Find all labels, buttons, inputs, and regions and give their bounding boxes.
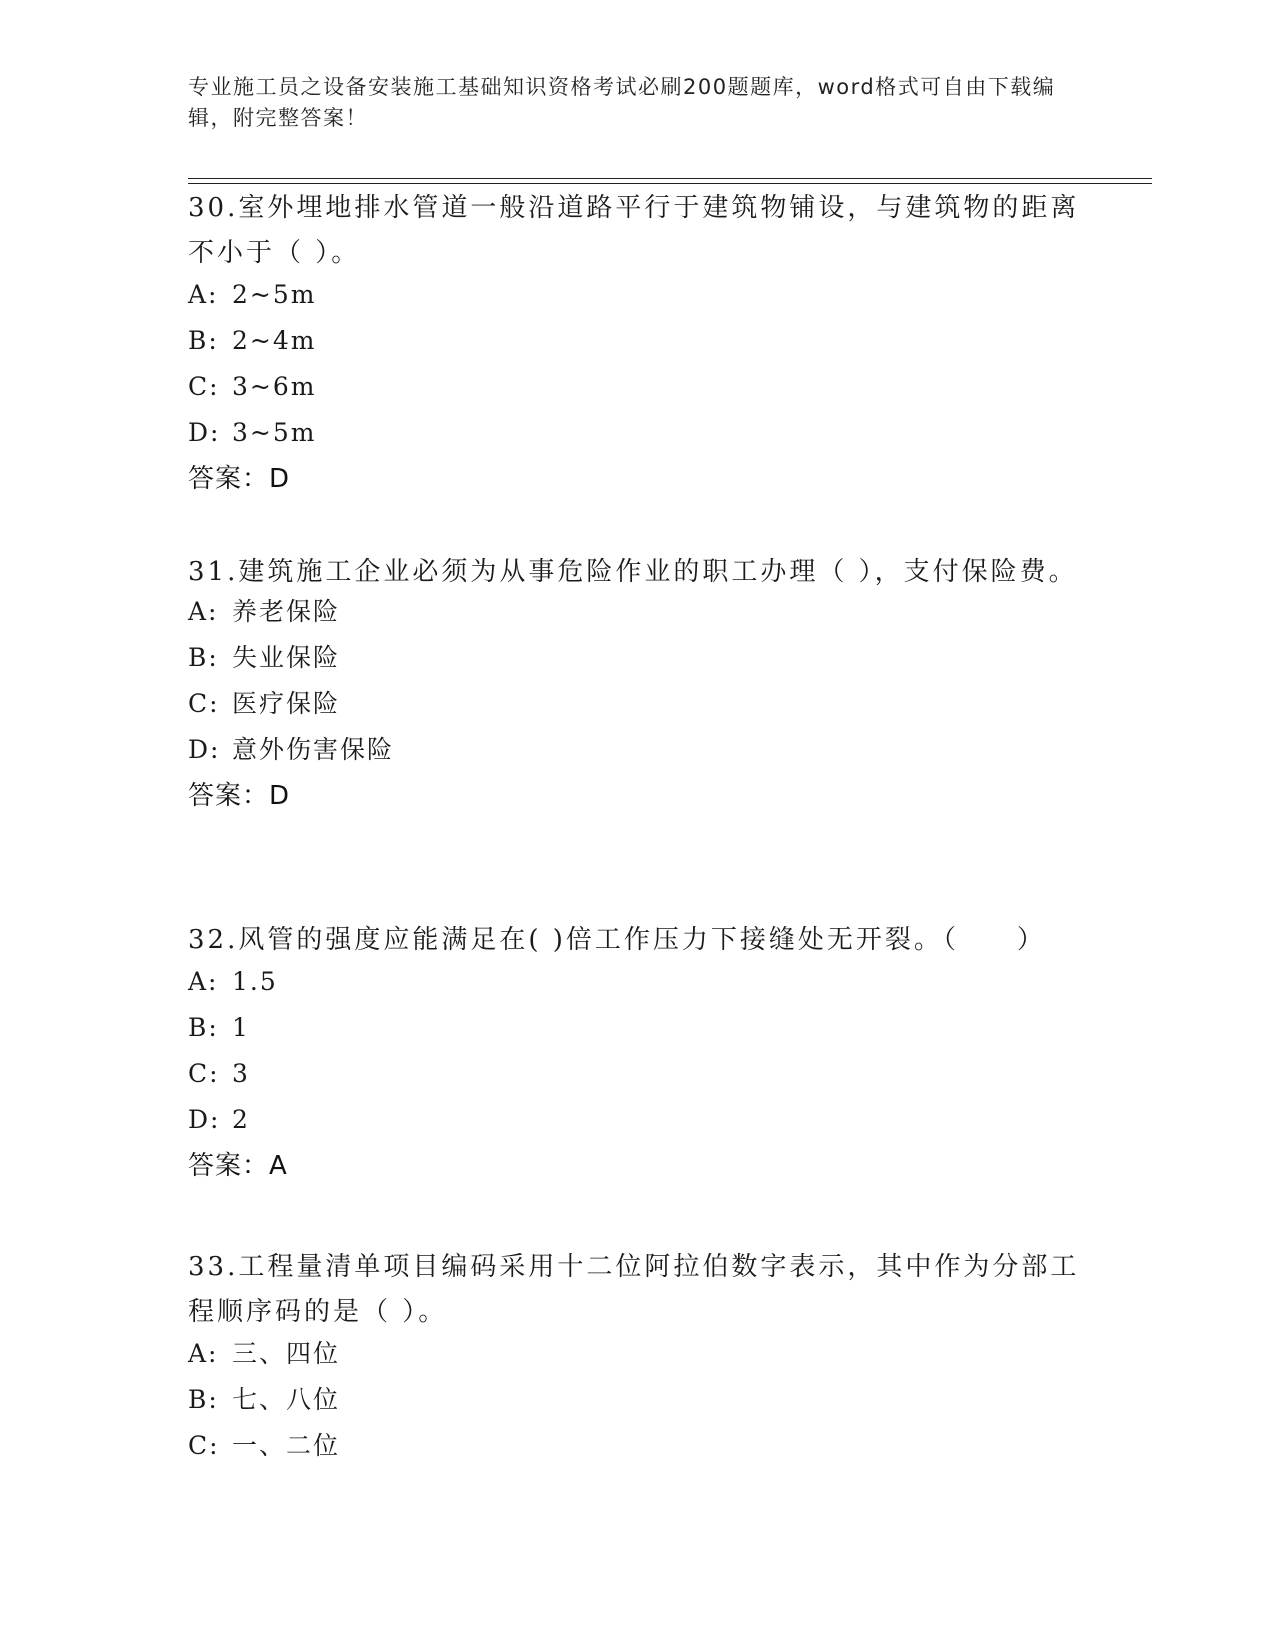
option-text: 3 [232,1059,250,1088]
question-stem: 31.建筑施工企业必须为从事危险作业的职工办理（ ），支付保险费。 [188,557,1078,587]
option-text: 1.5 [232,967,278,996]
question-31 [188,550,1088,823]
option-text: 1 [232,1013,250,1042]
option-b [188,1015,1088,1061]
option-label: B: [188,326,219,355]
option-label: C: [188,689,220,718]
option-label: B: [188,1013,219,1042]
option-text: 七、八位 [232,1385,341,1414]
option-a [188,969,1088,1015]
option-text: 失业保险 [232,643,341,672]
option-text: 3~5m [232,418,317,447]
option-b [188,1387,1088,1433]
option-text: 2 [232,1105,250,1134]
option-c [188,1061,1088,1107]
option-text: 医疗保险 [232,689,341,718]
question-33 [188,1245,1088,1479]
option-label: D: [188,735,221,764]
option-label: C: [188,1059,220,1088]
option-b [188,328,1088,374]
answer: 答案：D [188,781,291,811]
option-text: 一、二位 [232,1431,341,1460]
header-divider-top [188,178,1152,179]
option-text: 3~6m [232,372,317,401]
option-c [188,374,1088,420]
option-a [188,599,1088,645]
option-label: B: [188,643,219,672]
option-label: A: [188,1339,219,1368]
option-label: A: [188,967,219,996]
option-text: 三、四位 [232,1339,341,1368]
option-label: B: [188,1385,219,1414]
question-30 [188,186,1088,506]
question-32 [188,918,1088,1193]
option-d [188,1107,1088,1153]
option-label: A: [188,280,219,309]
document-header: 专业施工员之设备安装施工基础知识资格考试必刷200题题库，word格式可自由下载编辑，附完整答案！ [188,75,1056,130]
option-text: 养老保险 [232,597,341,626]
option-a [188,1341,1088,1387]
question-stem: 30.室外埋地排水管道一般沿道路平行于建筑物铺设，与建筑物的距离不小于（ ）。 [188,193,1080,268]
question-stem: 33.工程量清单项目编码采用十二位阿拉伯数字表示，其中作为分部工程顺序码的是（ ）。 [188,1252,1080,1327]
option-text: 意外伤害保险 [232,735,395,764]
option-d [188,420,1088,466]
option-c [188,691,1088,737]
option-text: 2~5m [232,280,317,309]
answer: 答案：A [188,1151,288,1181]
option-label: C: [188,372,220,401]
header-divider-bottom [188,183,1152,184]
option-text: 2~4m [232,326,317,355]
answer: 答案：D [188,464,291,494]
option-c [188,1433,1088,1479]
option-label: D: [188,418,221,447]
option-label: C: [188,1431,220,1460]
option-label: A: [188,597,219,626]
option-b [188,645,1088,691]
option-d [188,737,1088,783]
option-label: D: [188,1105,221,1134]
question-stem: 32.风管的强度应能满足在( )倍工作压力下接缝处无开裂。（ ） [188,925,1046,955]
option-a [188,282,1088,328]
